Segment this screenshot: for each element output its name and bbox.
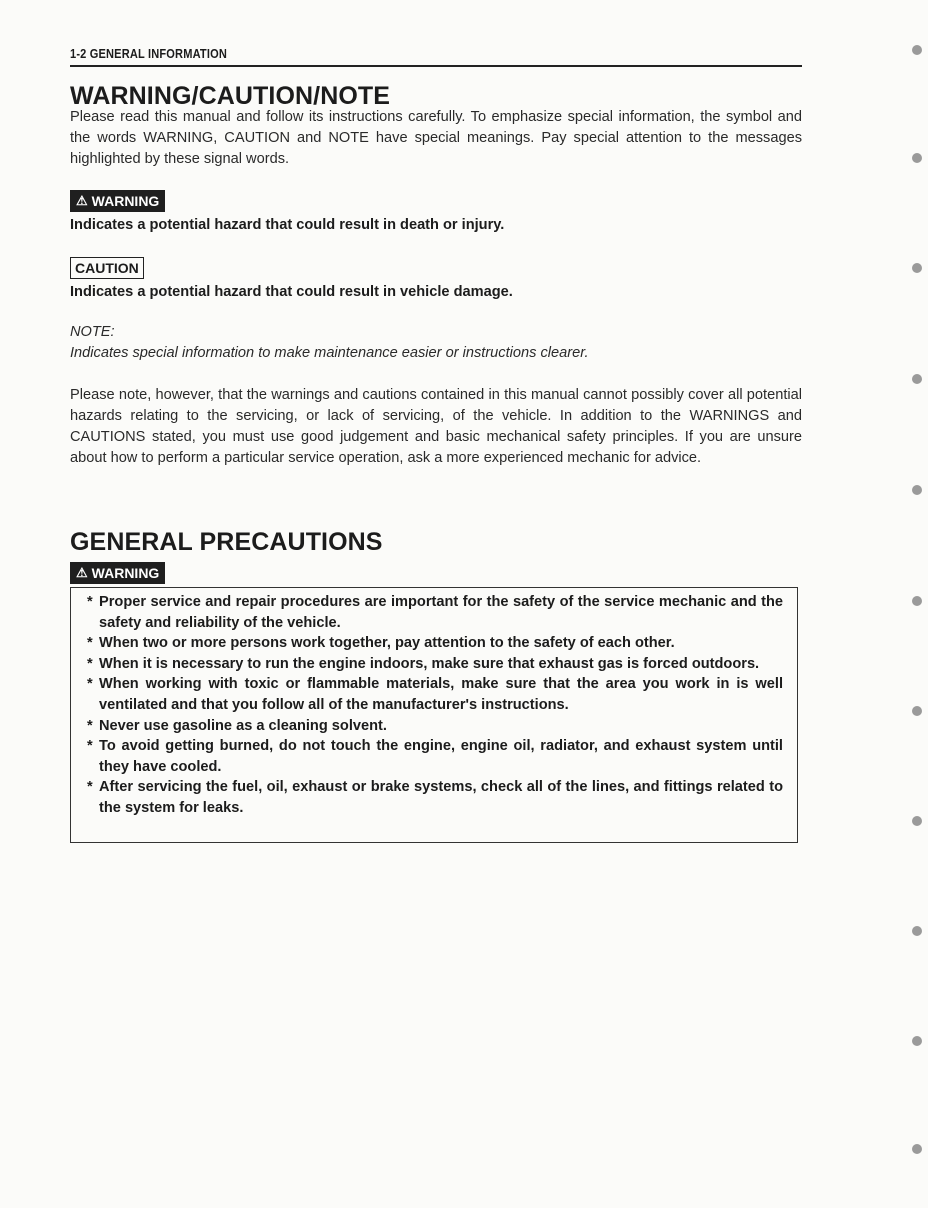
list-item: * After servicing the fuel, oil, exhaust or brake systems, check all of the lines, and fittings related to the system for leaks. [87, 779, 783, 816]
note-label: NOTE: [70, 324, 115, 340]
list-item: * Proper service and repair procedures are important for the safety of the service mechanic and the safety and reliability of the vehicle. [87, 594, 783, 631]
warning-badge-label: WARNING [91, 193, 160, 209]
warning-triangle-icon: ⚠ [76, 565, 88, 580]
list-item: * When working with toxic or flammable materials, make sure that the area you work in is well ventilated and that you follow all of the manufacturer's instructions. [87, 676, 783, 713]
binder-hole-icon [912, 596, 922, 606]
binder-hole-icon [912, 1144, 922, 1154]
binder-hole-icon [912, 706, 922, 716]
list-item: * Never use gasoline as a cleaning solvent. [87, 716, 783, 737]
intro-paragraph: Please read this manual and follow its instructions carefully. To emphasize special information, the symbol and the words WARNING, CAUTION and NOTE have special meanings. Pay special attention to the messages highlighted by these signal words. [70, 109, 802, 167]
bullet-marker: * [87, 655, 93, 672]
bullet-marker: * [87, 779, 93, 796]
bullet-marker: * [87, 594, 93, 610]
note-description: Indicates special information to make maintenance easier or instructions clearer. [70, 345, 589, 361]
list-item: * When two or more persons work together, pay attention to the safety of each other. [87, 633, 783, 654]
binder-hole-icon [912, 816, 922, 826]
warning-badge [70, 190, 165, 212]
bullet-marker: * [87, 717, 93, 734]
warning-description: Indicates a potential hazard that could result in death or injury. [70, 217, 505, 233]
list-item: * To avoid getting burned, do not touch the engine, engine oil, radiator, and exhaust system until they have cooled. [87, 738, 783, 775]
precautions-list [87, 592, 783, 819]
list-item: * When it is necessary to run the engine indoors, make sure that exhaust gas is forced outdoors. [87, 654, 783, 675]
warning-triangle-icon: ⚠ [76, 193, 88, 208]
bullet-marker: * [87, 635, 93, 652]
caution-description: Indicates a potential hazard that could result in vehicle damage. [70, 284, 513, 300]
header-rule [70, 65, 802, 67]
binder-hole-icon [912, 485, 922, 495]
binder-hole-icon [912, 153, 922, 163]
bullet-marker: * [87, 738, 93, 755]
caution-badge: CAUTION [70, 257, 144, 279]
bullet-marker: * [87, 676, 93, 693]
precautions-warning-label: WARNING [91, 565, 160, 581]
binder-hole-icon [912, 1036, 922, 1046]
section-title-warning-caution-note: WARNING/CAUTION/NOTE [70, 82, 391, 110]
binder-hole-icon [912, 374, 922, 384]
precautions-warning-badge [70, 562, 165, 584]
closing-paragraph: Please note, however, that the warnings and cautions contained in this manual cannot possibly cover all potential hazards relating to the servicing, or lack of servicing, of the vehicle. In addition to the WARNINGS and CAUTIONS stated, you must use good judgement and basic mechanical safety principles. If you are unsure about how to perform a particular service operation, ask a more experienced mechanic for advice. [70, 387, 802, 466]
precautions-box [70, 587, 798, 843]
binder-hole-icon [912, 45, 922, 55]
binder-hole-icon [912, 926, 922, 936]
binder-hole-icon [912, 263, 922, 273]
page-header: 1-2 GENERAL INFORMATION [70, 46, 227, 61]
section-title-general-precautions: GENERAL PRECAUTIONS [70, 528, 383, 556]
